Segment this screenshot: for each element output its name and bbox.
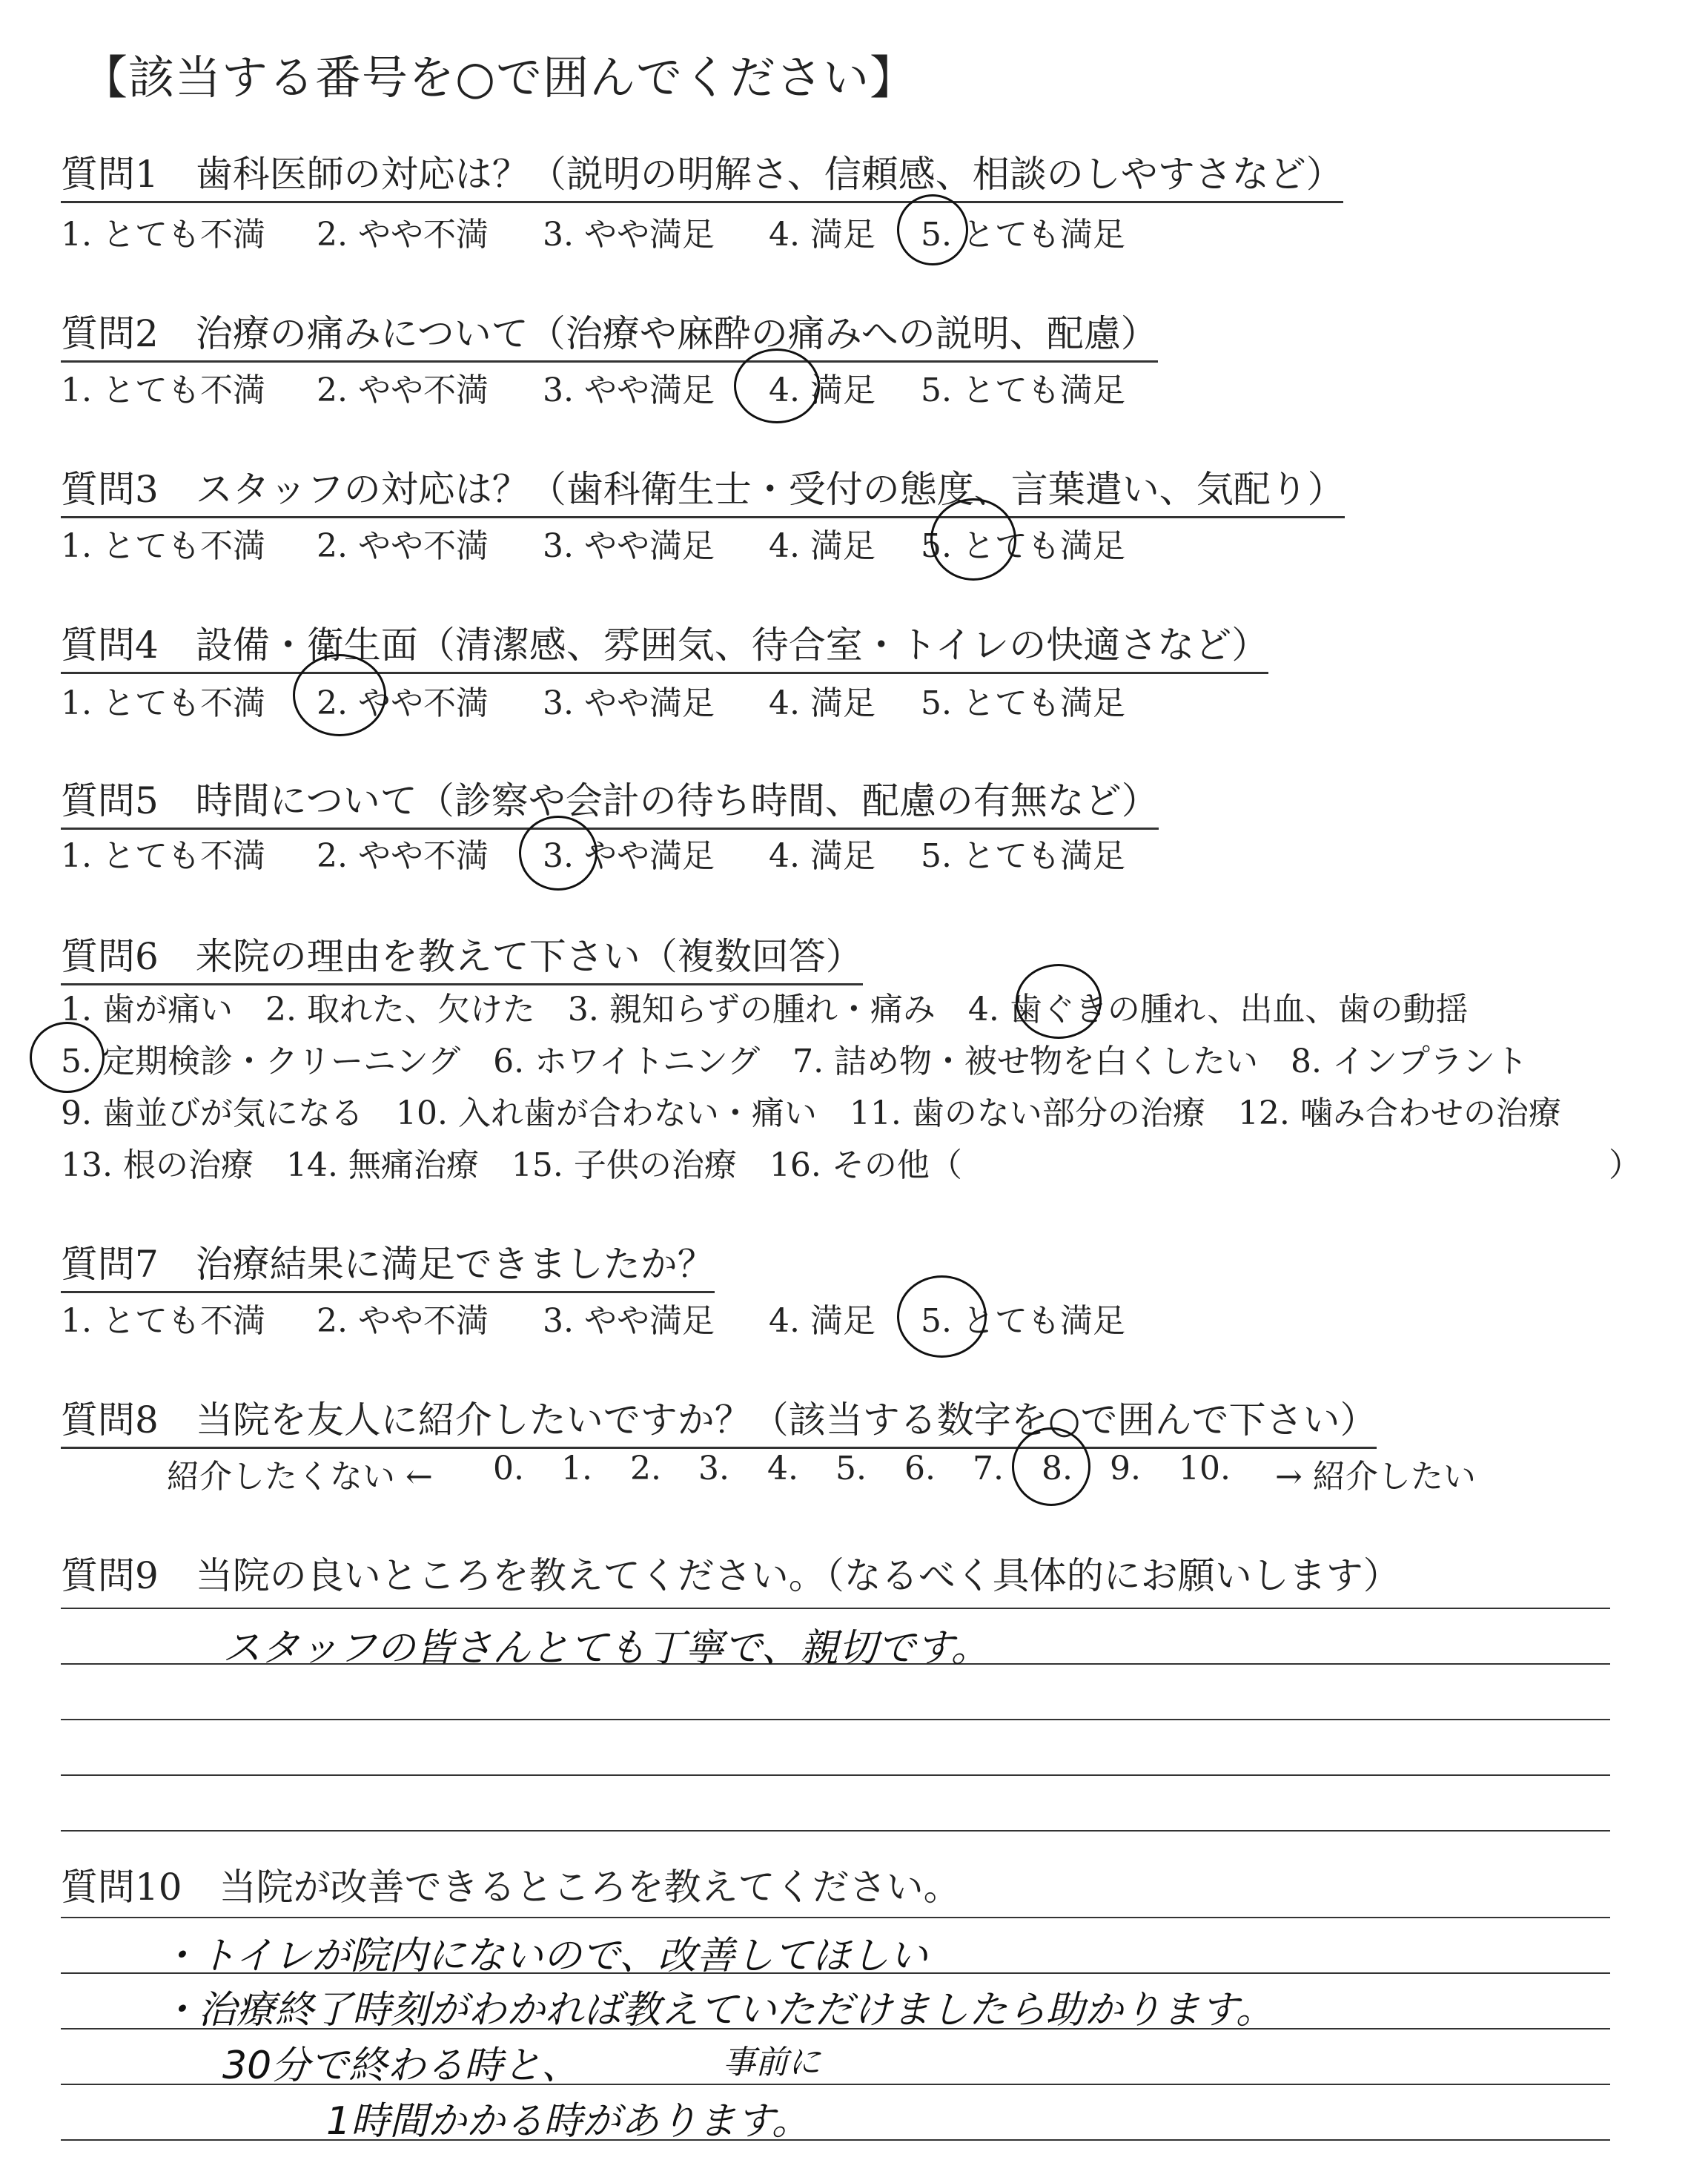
question-1-title: 質問1 歯科医師の対応は？（説明の明解さ、信頼感、相談のしやすさなど） bbox=[61, 145, 1343, 203]
q8-option-8[interactable]: 8. bbox=[1042, 1450, 1073, 1487]
q6-other-close-paren: ） bbox=[1609, 1146, 1641, 1184]
question-2 bbox=[61, 304, 1158, 363]
q5-option-1[interactable]: 1. とても不満 bbox=[61, 837, 265, 875]
q3-option-3[interactable]: 3. やや満足 bbox=[543, 527, 715, 565]
question-9 bbox=[61, 1546, 1400, 1599]
q1-option-5[interactable]: 5. とても満足 bbox=[921, 216, 1125, 254]
q9-answer-line-4 bbox=[61, 1774, 1610, 1776]
question-9-title: 質問9 当院の良いところを教えてください。（なるべく具体的にお願いします） bbox=[61, 1554, 1400, 1597]
question-1-options bbox=[61, 208, 1247, 252]
question-3-title: 質問3 スタッフの対応は？（歯科衛生士・受付の態度、言葉遣い、気配り） bbox=[61, 460, 1345, 518]
q8-right-label: → 紹介したい bbox=[1275, 1458, 1476, 1496]
q9-answer-line-5 bbox=[61, 1830, 1610, 1832]
q8-option-7[interactable]: 7. bbox=[973, 1450, 1004, 1487]
q4-option-2[interactable]: 2. やや不満 bbox=[317, 684, 489, 722]
q3-option-4[interactable]: 4. 満足 bbox=[769, 527, 875, 565]
q8-option-9[interactable]: 9. bbox=[1110, 1450, 1141, 1487]
q10-handwritten-line-2[interactable]: ・治療終了時刻がわかれば教えていただけましたら助かります。 bbox=[159, 1988, 1274, 2032]
q4-option-4[interactable]: 4. 満足 bbox=[769, 684, 875, 722]
q8-option-3[interactable]: 3. bbox=[698, 1450, 729, 1487]
q8-option-10[interactable]: 10. bbox=[1179, 1450, 1231, 1487]
survey-heading: 【該当する番号を○で囲んでください】 bbox=[82, 50, 917, 105]
q7-option-5[interactable]: 5. とても満足 bbox=[921, 1302, 1125, 1340]
q8-option-4[interactable]: 4. bbox=[767, 1450, 798, 1487]
q5-option-5[interactable]: 5. とても満足 bbox=[921, 837, 1125, 875]
q8-option-0[interactable]: 0. bbox=[493, 1450, 524, 1487]
question-8-title: 質問8 当院を友人に紹介したいですか？（該当する数字を○で囲んで下さい） bbox=[61, 1390, 1377, 1449]
q4-option-3[interactable]: 3. やや満足 bbox=[543, 684, 715, 722]
q7-option-2[interactable]: 2. やや不満 bbox=[317, 1302, 489, 1340]
question-6-title: 質問6 来院の理由を教えて下さい（複数回答） bbox=[61, 927, 863, 985]
q9-answer-line-1 bbox=[61, 1608, 1610, 1609]
question-10 bbox=[61, 1857, 961, 1911]
q2-option-3[interactable]: 3. やや満足 bbox=[543, 371, 715, 409]
question-5 bbox=[61, 771, 1159, 830]
q3-option-1[interactable]: 1. とても不満 bbox=[61, 527, 265, 565]
question-4-title: 質問4 設備・衛生面（清潔感、雰囲気、待合室・トイレの快適さなど） bbox=[61, 615, 1268, 674]
q6-row-3[interactable]: 9. 歯並びが気になる 10. 入れ歯が合わない・痛い 11. 歯のない部分の治療 12. 噛み合わせの治療 bbox=[61, 1094, 1561, 1132]
q1-option-4[interactable]: 4. 満足 bbox=[769, 216, 875, 254]
question-7 bbox=[61, 1235, 715, 1293]
q1-option-1[interactable]: 1. とても不満 bbox=[61, 216, 265, 254]
q10-answer-line-5 bbox=[61, 2139, 1610, 2141]
q5-option-4[interactable]: 4. 満足 bbox=[769, 837, 875, 875]
question-2-options bbox=[61, 363, 1247, 408]
question-3-options bbox=[61, 519, 1247, 564]
q8-option-1[interactable]: 1. bbox=[561, 1450, 592, 1487]
question-10-title: 質問10 当院が改善できるところを教えてください。 bbox=[61, 1866, 961, 1909]
q10-answer-line-1 bbox=[61, 1917, 1610, 1918]
question-1 bbox=[61, 145, 1343, 203]
q10-handwritten-line-4[interactable]: 1時間かかる時があります。 bbox=[326, 2099, 810, 2144]
question-5-options bbox=[61, 829, 1247, 873]
question-3 bbox=[61, 460, 1345, 518]
q3-option-5[interactable]: 5. とても満足 bbox=[921, 527, 1125, 565]
q8-option-6[interactable]: 6. bbox=[904, 1450, 936, 1487]
q4-option-5[interactable]: 5. とても満足 bbox=[921, 684, 1125, 722]
q8-scale bbox=[0, 1450, 1708, 1494]
q9-handwritten-answer[interactable]: スタッフの皆さんとても丁寧で、親切です。 bbox=[222, 1626, 990, 1671]
q6-row-4[interactable]: 13. 根の治療 14. 無痛治療 15. 子供の治療 16. その他（ bbox=[61, 1146, 962, 1184]
question-4-options bbox=[61, 676, 1247, 721]
question-7-title: 質問7 治療結果に満足できましたか？ bbox=[61, 1235, 715, 1293]
q10-handwritten-line-3[interactable]: 30分で終わる時と、 bbox=[222, 2044, 580, 2088]
q8-option-5[interactable]: 5. bbox=[835, 1450, 867, 1487]
q5-option-3[interactable]: 3. やや満足 bbox=[543, 837, 715, 875]
q9-answer-line-3 bbox=[61, 1719, 1610, 1720]
q2-option-2[interactable]: 2. やや不満 bbox=[317, 371, 489, 409]
q2-option-5[interactable]: 5. とても満足 bbox=[921, 371, 1125, 409]
q8-left-label: 紹介したくない ← bbox=[167, 1458, 433, 1496]
q2-option-4[interactable]: 4. 満足 bbox=[769, 371, 875, 409]
q10-handwritten-insertion[interactable]: 事前に bbox=[723, 2044, 821, 2081]
q3-option-2[interactable]: 2. やや不満 bbox=[317, 527, 489, 565]
question-2-title: 質問2 治療の痛みについて（治療や麻酔の痛みへの説明、配慮） bbox=[61, 304, 1158, 363]
q7-option-4[interactable]: 4. 満足 bbox=[769, 1302, 875, 1340]
q6-row-1[interactable]: 1. 歯が痛い 2. 取れた、欠けた 3. 親知らずの腫れ・痛み 4. 歯ぐきの腫れ、出血、歯の動揺 bbox=[61, 991, 1469, 1028]
q5-option-2[interactable]: 2. やや不満 bbox=[317, 837, 489, 875]
q4-option-1[interactable]: 1. とても不満 bbox=[61, 684, 265, 722]
q7-option-3[interactable]: 3. やや満足 bbox=[543, 1302, 715, 1340]
question-8 bbox=[61, 1390, 1377, 1449]
q1-option-3[interactable]: 3. やや満足 bbox=[543, 216, 715, 254]
question-4 bbox=[61, 615, 1268, 674]
question-6 bbox=[61, 927, 863, 985]
q2-option-1[interactable]: 1. とても不満 bbox=[61, 371, 265, 409]
q8-option-2[interactable]: 2. bbox=[630, 1450, 661, 1487]
question-5-title: 質問5 時間について（診察や会計の待ち時間、配慮の有無など） bbox=[61, 771, 1159, 830]
q10-handwritten-line-1[interactable]: ・トイレが院内にないので、改善してほしい bbox=[159, 1934, 928, 1978]
q7-option-1[interactable]: 1. とても不満 bbox=[61, 1302, 265, 1340]
q6-row-2[interactable]: 5. 定期検診・クリーニング 6. ホワイトニング 7. 詰め物・被せ物を白くしたい 8. インプラント bbox=[61, 1043, 1529, 1080]
question-7-options bbox=[61, 1294, 1247, 1338]
q1-option-2[interactable]: 2. やや不満 bbox=[317, 216, 489, 254]
